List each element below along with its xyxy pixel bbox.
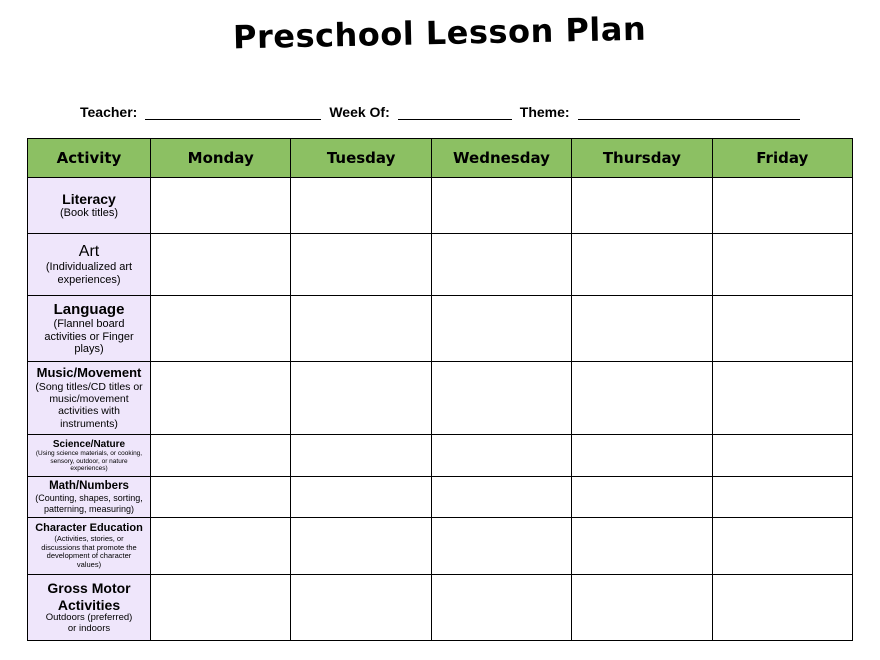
activity-name: Language [53, 300, 125, 318]
table-row [28, 477, 853, 518]
header-row [28, 139, 853, 178]
lesson-cell[interactable] [712, 234, 852, 296]
activity-desc: (Using science materials, or cooking, sensory, outdoor, or nature experiences) [35, 450, 143, 472]
lesson-cell[interactable] [431, 234, 571, 296]
lesson-cell[interactable] [712, 575, 852, 641]
lesson-cell[interactable] [431, 362, 571, 435]
lesson-cell[interactable] [291, 178, 431, 234]
table-row [28, 575, 853, 641]
lesson-cell[interactable] [291, 234, 431, 296]
header-thursday: Thursday [572, 139, 712, 178]
table-row [28, 234, 853, 296]
activity-cell [28, 575, 151, 641]
lesson-cell[interactable] [291, 362, 431, 435]
lesson-cell[interactable] [431, 296, 571, 362]
lesson-cell[interactable] [572, 575, 712, 641]
header-friday: Friday [712, 139, 852, 178]
table-row [28, 518, 853, 575]
lesson-cell[interactable] [572, 477, 712, 518]
table-row [28, 178, 853, 234]
lesson-plan-table [27, 138, 853, 641]
activity-desc: Outdoors (preferred) or indoors [45, 611, 133, 634]
table-row [28, 362, 853, 435]
header-wednesday: Wednesday [431, 139, 571, 178]
header-activity: Activity [28, 139, 151, 178]
header-monday: Monday [151, 139, 291, 178]
lesson-cell[interactable] [431, 178, 571, 234]
activity-cell [28, 296, 151, 362]
lesson-cell[interactable] [712, 477, 852, 518]
week-of-field[interactable] [398, 105, 512, 120]
activity-name: Literacy [62, 191, 116, 208]
lesson-cell[interactable] [572, 435, 712, 477]
activity-cell [28, 477, 151, 518]
lesson-cell[interactable] [151, 575, 291, 641]
lesson-cell[interactable] [291, 575, 431, 641]
lesson-cell[interactable] [572, 296, 712, 362]
activity-name: Gross Motor Activities [47, 580, 131, 613]
lesson-cell[interactable] [712, 518, 852, 575]
lesson-cell[interactable] [151, 178, 291, 234]
page-title [0, 9, 880, 57]
header-tuesday: Tuesday [291, 139, 431, 178]
lesson-cell[interactable] [291, 296, 431, 362]
table-row [28, 435, 853, 477]
lesson-cell[interactable] [431, 435, 571, 477]
lesson-cell[interactable] [712, 435, 852, 477]
teacher-label: Teacher: [80, 104, 138, 120]
lesson-cell[interactable] [572, 518, 712, 575]
lesson-cell[interactable] [431, 518, 571, 575]
table-row [28, 296, 853, 362]
activity-desc: (Individualized art experiences) [45, 261, 133, 286]
lesson-cell[interactable] [151, 234, 291, 296]
activity-name: Character Education [35, 522, 143, 535]
activity-desc: (Flannel board activities or Finger plays) [44, 318, 134, 356]
teacher-field[interactable] [145, 105, 321, 120]
lesson-cell[interactable] [712, 362, 852, 435]
lesson-cell[interactable] [151, 518, 291, 575]
activity-name: Art [78, 242, 100, 260]
activity-desc: (Activities, stories, or discussions that promote the development of character values) [41, 534, 137, 569]
lesson-cell[interactable] [291, 518, 431, 575]
activity-desc: (Song titles/CD titles or music/movement activities with instruments) [35, 381, 143, 430]
activity-name: Math/Numbers [49, 480, 129, 493]
lesson-cell[interactable] [291, 477, 431, 518]
week-label: Week Of: [329, 104, 390, 120]
activity-cell [28, 518, 151, 575]
activity-cell [28, 362, 151, 435]
activity-name: Science/Nature [52, 438, 126, 450]
lesson-cell[interactable] [151, 296, 291, 362]
lesson-cell[interactable] [151, 435, 291, 477]
lesson-cell[interactable] [572, 234, 712, 296]
title-text: Preschool Lesson Plan [233, 9, 647, 57]
activity-name: Music/Movement [36, 365, 142, 381]
theme-field[interactable] [578, 105, 800, 120]
lesson-cell[interactable] [431, 477, 571, 518]
info-fields [80, 104, 808, 120]
lesson-cell[interactable] [151, 477, 291, 518]
lesson-cell[interactable] [712, 296, 852, 362]
lesson-cell[interactable] [572, 178, 712, 234]
activity-cell [28, 435, 151, 477]
lesson-cell[interactable] [572, 362, 712, 435]
activity-cell [28, 178, 151, 234]
lesson-cell[interactable] [712, 178, 852, 234]
activity-desc: (Book titles) [59, 207, 119, 220]
theme-label: Theme: [519, 104, 570, 120]
activity-desc: (Counting, shapes, sorting, patterning, measuring) [35, 493, 143, 514]
lesson-cell[interactable] [291, 435, 431, 477]
lesson-cell[interactable] [431, 575, 571, 641]
lesson-cell[interactable] [151, 362, 291, 435]
activity-cell [28, 234, 151, 296]
